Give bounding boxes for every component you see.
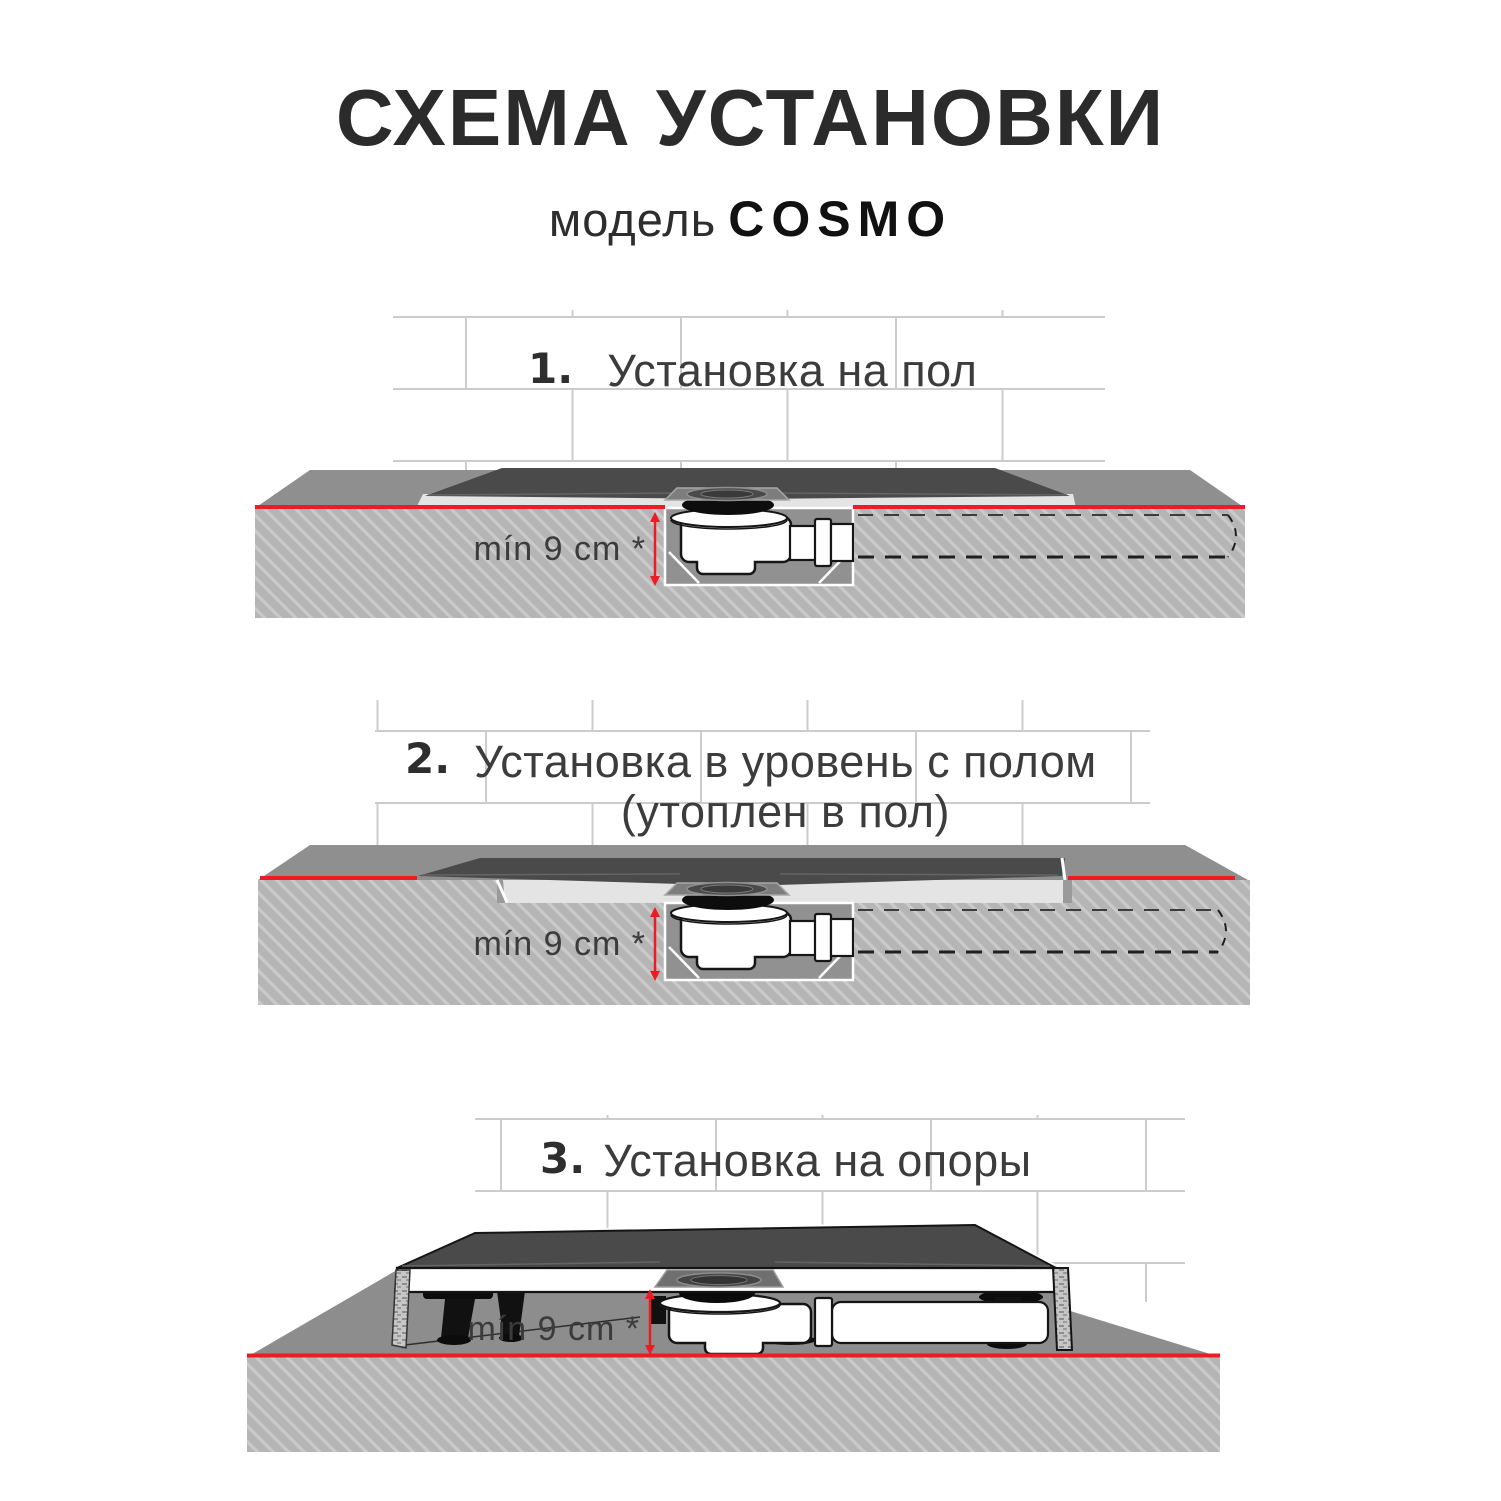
min-height-label: mín 9 cm * [473, 530, 646, 568]
min-height-label: mín 9 cm * [473, 925, 646, 963]
page-title: СХЕМА УСТАНОВКИ [335, 73, 1166, 162]
shower-tray [395, 1225, 1062, 1292]
section-label-line2: (утоплен в пол) [620, 786, 951, 838]
section-number: 1. [528, 344, 574, 393]
section-title-1 [528, 344, 978, 396]
section-title-2 [405, 734, 1097, 838]
section-label: Установка на опоры [603, 1135, 1032, 1186]
section-title-3 [540, 1134, 1032, 1186]
skirt-panel-left [392, 1270, 410, 1348]
section-label: Установка в уровень с полом [474, 736, 1097, 787]
section-label: Установка на пол [607, 345, 978, 396]
model-label: модель [548, 193, 717, 246]
model-subtitle [0, 190, 1501, 248]
floor-slab [247, 1357, 1220, 1452]
pipe-coupling [815, 1298, 832, 1346]
section-number: 3. [540, 1134, 586, 1183]
min-height-label: mín 9 cm * [467, 1310, 640, 1348]
model-name: COSMO [728, 191, 953, 247]
drain-pipe [832, 1302, 1048, 1343]
skirt-panel-right [1053, 1268, 1072, 1350]
section-number: 2. [405, 734, 451, 783]
